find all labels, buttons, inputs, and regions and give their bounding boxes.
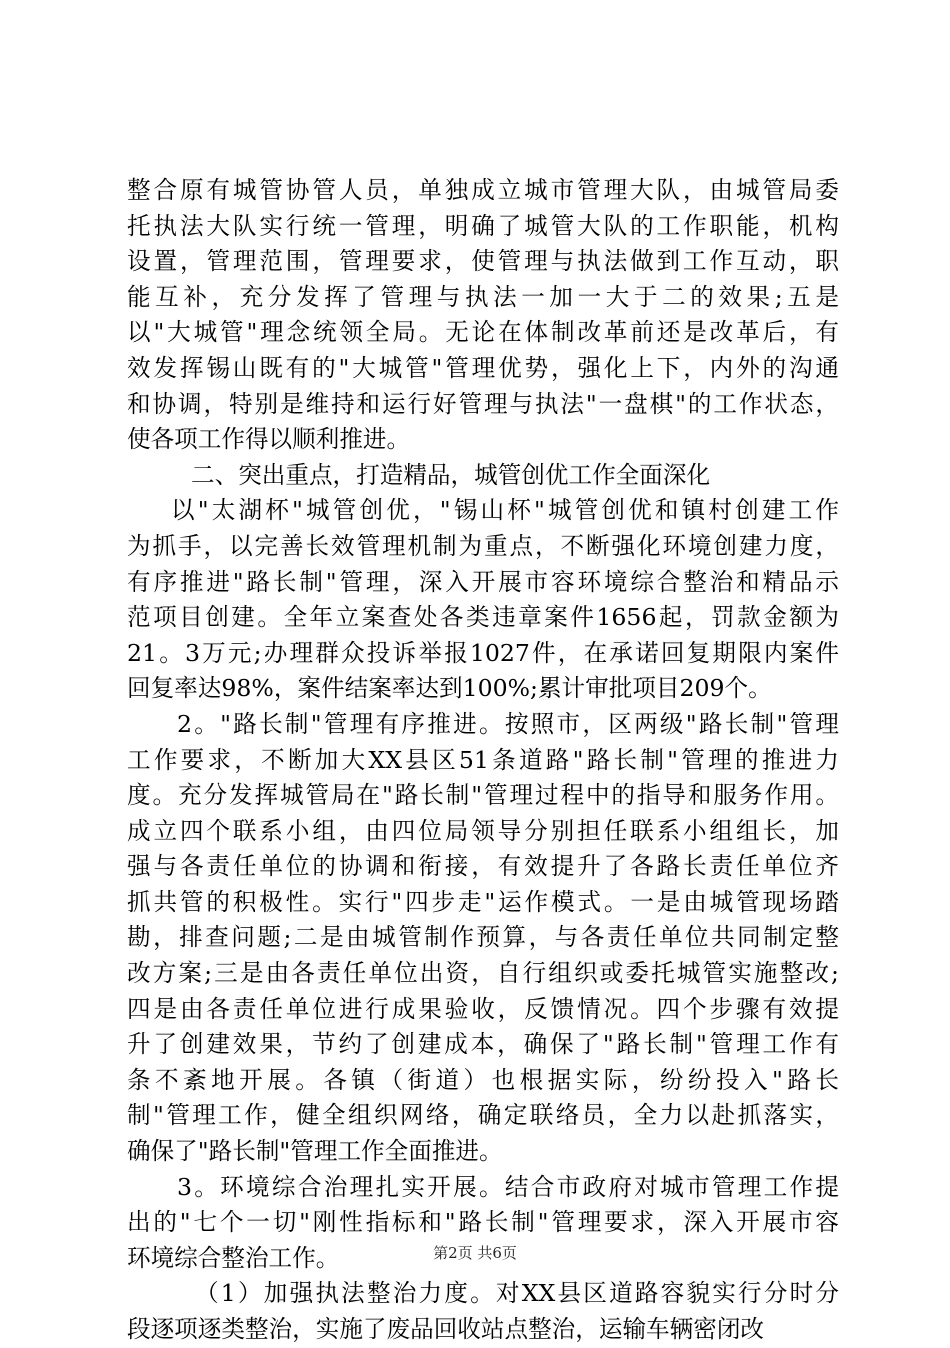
text-line: 以"太湖杯"城管创优，"锡山杯"城管创优和镇村创建工作 bbox=[171, 496, 839, 525]
text-line: 抓共管的积极性。实行"四步走"运作模式。一是由城管现场踏 bbox=[127, 887, 839, 916]
text-line: 勘，排查问题;二是由城管制作预算，与各责任单位共同制定整 bbox=[127, 923, 839, 952]
text-line: 使各项工作得以顺利推进。 bbox=[127, 425, 411, 454]
text-line: 四是由各责任单位进行成果验收，反馈情况。四个步骤有效提 bbox=[127, 994, 839, 1023]
text-line: 为抓手，以完善长效管理机制为重点，不断强化环境创建力度， bbox=[127, 531, 839, 560]
text-line: 确保了"路长制"管理工作全面推进。 bbox=[127, 1137, 503, 1166]
text-line: 成立四个联系小组，由四位局领导分别担任联系小组组长，加 bbox=[127, 816, 839, 845]
text-line: 工作要求，不断加大XX县区51条道路"路长制"管理的推进力 bbox=[127, 745, 839, 774]
text-line: 整合原有城管协管人员，单独成立城市管理大队，由城管局委 bbox=[127, 176, 839, 204]
text-line: 和协调，特别是维持和运行好管理与执法"一盘棋"的工作状态， bbox=[127, 389, 839, 418]
text-line: 制"管理工作，健全组织网络，确定联络员，全力以赴抓落实， bbox=[127, 1101, 839, 1130]
paragraph bbox=[127, 493, 839, 707]
page-number-footer: 第2页 共6页 bbox=[433, 1244, 517, 1262]
text-line: 条不紊地开展。各镇（街道）也根据实际，纷纷投入"路长 bbox=[127, 1065, 839, 1094]
text-line: 回复率达98%，案件结案率达到100%;累计审批项目209个。 bbox=[127, 674, 772, 703]
paragraph bbox=[127, 458, 839, 494]
text-line: 环境综合整治工作。 bbox=[127, 1243, 340, 1272]
text-line: 强与各责任单位的协调和衔接，有效提升了各路长责任单位齐 bbox=[127, 852, 839, 881]
text-line: 2。"路长制"管理有序推进。按照市，区两级"路长制"管理 bbox=[177, 709, 839, 738]
text-line: 出的"七个一切"刚性指标和"路长制"管理要求，深入开展市容 bbox=[127, 1208, 839, 1237]
text-line: 3。环境综合治理扎实开展。结合市政府对城市管理工作提 bbox=[177, 1172, 839, 1201]
text-line: 改方案;三是由各责任单位出资，自行组织或委托城管实施整改; bbox=[127, 959, 839, 988]
paragraph bbox=[127, 1276, 839, 1347]
text-line: 设置，管理范围，管理要求，使管理与执法做到工作互动，职 bbox=[127, 247, 839, 276]
text-line: 段逐项逐类整治，实施了废品回收站点整治，运输车辆密闭改 bbox=[127, 1315, 765, 1343]
document-body bbox=[127, 173, 839, 1348]
paragraph bbox=[127, 173, 839, 458]
text-line: 升了创建效果，节约了创建成本，确保了"路长制"管理工作有 bbox=[127, 1030, 839, 1059]
text-line: 能互补，充分发挥了管理与执法一加一大于二的效果;五是 bbox=[127, 282, 839, 311]
text-line: 托执法大队实行统一管理，明确了城管大队的工作职能，机构 bbox=[127, 211, 839, 240]
text-line: 二、突出重点，打造精品，城管创优工作全面深化 bbox=[191, 460, 711, 489]
text-line: 度。充分发挥城管局在"路长制"管理过程中的指导和服务作用。 bbox=[127, 781, 839, 810]
text-line: 有序推进"路长制"管理，深入开展市容环境综合整治和精品示 bbox=[127, 567, 839, 596]
paragraph bbox=[127, 707, 839, 1170]
text-line: 21。3万元;办理群众投诉举报1027件，在承诺回复期限内案件 bbox=[127, 638, 839, 667]
text-line: 以"大城管"理念统领全局。无论在体制改革前还是改革后，有 bbox=[127, 318, 839, 347]
text-line: （1）加强执法整治力度。对XX县区道路容貌实行分时分 bbox=[195, 1279, 839, 1308]
text-line: 效发挥锡山既有的"大城管"管理优势，强化上下，内外的沟通 bbox=[127, 353, 839, 382]
text-line: 范项目创建。全年立案查处各类违章案件1656起，罚款金额为 bbox=[127, 603, 839, 632]
